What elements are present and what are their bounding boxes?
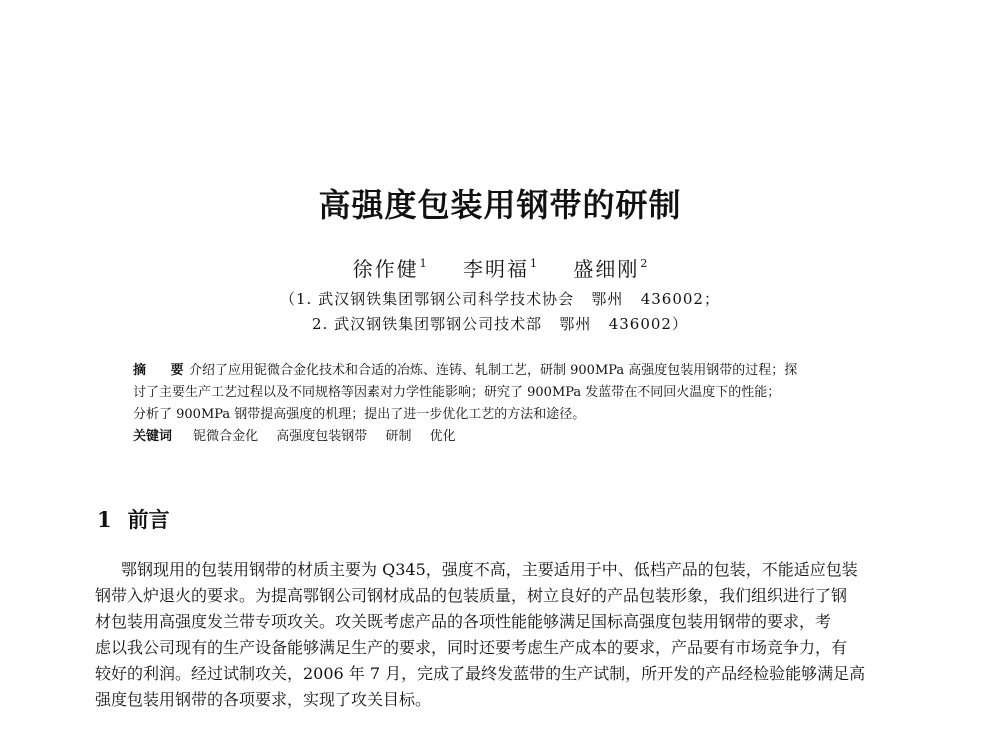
author-name: 盛细刚 — [573, 257, 640, 281]
abstract-text-line: 讨了主要生产工艺过程以及不同规格等因素对力学性能影响；研究了 900MPa 发蓝带在不同回火温度下的性能； — [133, 385, 781, 400]
abstract-text-line: 介绍了应用铌微合金化技术和合适的冶炼、连铸、轧制工艺，研制 900MPa 高强度包装用钢带的过程；探 — [189, 363, 798, 378]
abstract — [133, 360, 893, 382]
keyword: 研制 — [385, 429, 412, 444]
keyword: 高强度包装钢带 — [276, 429, 368, 444]
keywords-label: 关键词 — [133, 429, 173, 444]
section-title: 前言 — [127, 508, 170, 532]
author-affiliation-mark: 1 — [419, 257, 427, 270]
author — [573, 257, 647, 281]
body-text-line: 虑以我公司现有的生产设备能够满足生产的要求，同时还要考虑生产成本的要求，产品要有市场竞争力，有 — [95, 638, 848, 657]
keywords — [133, 426, 893, 448]
author — [463, 257, 537, 281]
body-text-line: 较好的利润。经过试制攻关，2006 年 7 月，完成了最终发蓝带的生产试制，所开发的产品经检验能够满足高 — [95, 664, 866, 683]
body-text-line: 鄂钢现用的包装用钢带的材质主要为 Q345，强度不高，主要适用于中、低档产品的包装，不能适应包装 — [121, 560, 858, 579]
author-list — [0, 253, 1000, 282]
paper-title: 高强度包装用钢带的研制 — [318, 186, 682, 224]
author-name: 徐作健 — [352, 257, 419, 281]
author-name: 李明福 — [463, 257, 529, 281]
affiliation-line: 2. 武汉钢铁集团鄂钢公司技术部 鄂州 436002） — [312, 315, 688, 333]
section-heading — [97, 504, 170, 534]
author-affiliation-mark: 1 — [530, 257, 537, 270]
author-affiliation-mark: 2 — [640, 257, 648, 270]
author — [353, 257, 427, 281]
section-number: 1 — [97, 507, 112, 532]
body-text-line: 材包装用高强度发兰带专项攻关。攻关既考虑产品的各项性能能够满足国标高强度包装用钢带的要求，考 — [95, 612, 832, 631]
body-text-line: 强度包装用钢带的各项要求，实现了攻关目标。 — [95, 690, 432, 709]
affiliation-line: （1. 武汉钢铁集团鄂钢公司科学技术协会 鄂州 436002； — [280, 290, 720, 308]
keyword: 优化 — [429, 429, 456, 444]
body-text-line: 钢带入炉退火的要求。为提高鄂钢公司钢材成品的包装质量，树立良好的产品包装形象，我们组织进行了钢 — [95, 586, 848, 605]
keyword: 铌微合金化 — [193, 429, 259, 444]
abstract-label: 摘 要 — [133, 363, 194, 378]
abstract-text-line: 分析了 900MPa 钢带提高强度的机理；提出了进一步优化工艺的方法和途径。 — [133, 407, 586, 422]
